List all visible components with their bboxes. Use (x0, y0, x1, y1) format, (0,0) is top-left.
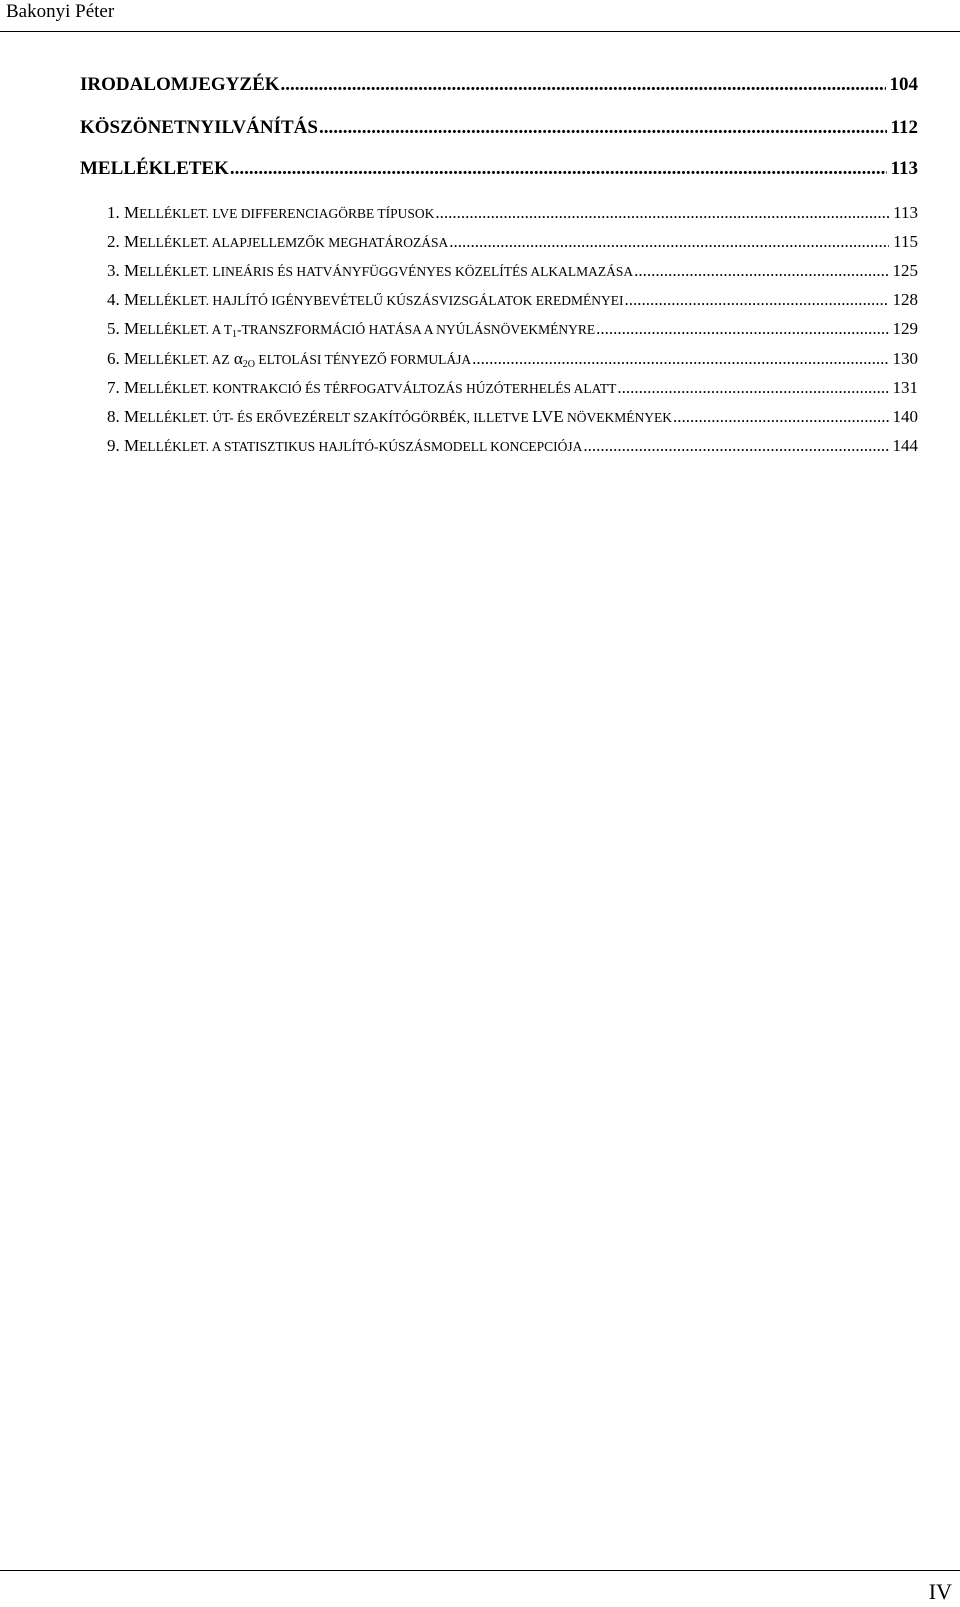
appendix-title: -TRANSZFORMÁCIÓ HATÁSA A NYÚLÁSNÖVEKMÉNYRE (236, 322, 596, 337)
appendix-title: INEÁRIS ÉS HATVÁNYFÜGGVÉNYES KÖZELÍTÉS ALKALMAZÁSA (220, 264, 634, 279)
header-rule (0, 31, 960, 32)
appendix-number: 5. M (107, 319, 140, 338)
toc-leader-dots (673, 406, 889, 428)
appendix-title: DIFFERENCIAGÖRBE TÍPUSOK (240, 206, 435, 221)
toc-entry-appendix-1[interactable] (80, 202, 918, 225)
toc-leader-dots (449, 231, 889, 253)
appendix-head: ELLÉKLET. A T (139, 322, 232, 337)
toc-entry-appendix-4[interactable] (80, 289, 918, 312)
toc-entry-acknowledgements[interactable] (80, 117, 918, 139)
appendix-head: ELLÉKLET. H (139, 293, 223, 308)
appendix-head: ELLÉKLET. A (139, 439, 224, 454)
toc-entry-label (107, 231, 448, 254)
toc-entry-bibliography[interactable] (80, 74, 918, 96)
toc-entry-appendix-8[interactable] (80, 406, 918, 429)
appendix-title: Z (221, 352, 230, 367)
appendix-subscript: 2O (242, 359, 256, 370)
toc-leader-dots (583, 435, 888, 457)
appendix-title: ONTRAKCIÓ ÉS TÉRFOGATVÁLTOZÁS HÚZÓTERHELÉS ALATT (222, 381, 617, 396)
toc-leader-dots (634, 260, 888, 282)
appendix-number: 7. M (107, 378, 140, 397)
toc-entry-page: 104 (889, 74, 918, 95)
toc-entry-appendix-7[interactable] (80, 377, 918, 400)
appendix-head: ELLÉKLET. LVE (139, 206, 241, 221)
toc-leader-dots (281, 74, 886, 96)
toc-entry-label (107, 348, 471, 371)
toc-entry-appendix-9[interactable] (80, 435, 918, 458)
toc-leader-dots (472, 348, 888, 370)
toc-entry-page: 129 (892, 319, 918, 338)
toc-leader-dots (319, 117, 887, 139)
toc-entry-page: 112 (890, 117, 918, 138)
toc-entry-label (107, 260, 633, 283)
toc-entry-page: 113 (890, 158, 918, 179)
appendix-head: ELLÉKLET. A (139, 352, 222, 367)
appendix-number: 4. M (107, 290, 140, 309)
appendix-title: T- ÉS ERŐVEZÉRELT SZAKÍTÓGÖRBÉK, ILLETVE (222, 410, 533, 425)
appendix-title-cont: NÖVEKMÉNYEK (563, 410, 672, 425)
toc-entry-page: 140 (892, 407, 918, 426)
footer-page-number: IV (928, 1579, 952, 1604)
toc-entry-page: 130 (892, 349, 918, 368)
toc-entry-appendix-2[interactable] (80, 231, 918, 254)
toc-entry-appendices[interactable] (80, 158, 918, 180)
toc-entry-page: 113 (893, 203, 918, 222)
toc-entry-page: 115 (893, 232, 918, 251)
toc-entry-page: 128 (892, 290, 918, 309)
appendix-head: ELLÉKLET. Ú (139, 410, 223, 425)
toc-leader-dots (435, 202, 889, 224)
appendix-number: 9. M (107, 436, 140, 455)
toc-entry-label (107, 318, 595, 341)
toc-leader-dots (617, 377, 888, 399)
appendix-title: STATISZTIKUS HAJLÍTÓ-KÚSZÁSMODELL KONCEPCIÓJA (223, 439, 583, 454)
appendix-head: ELLÉKLET. L (139, 264, 221, 279)
appendix-title-cont: ELTOLÁSI TÉNYEZŐ FORMULÁJA (255, 352, 472, 367)
appendix-number: 1. M (107, 203, 140, 222)
toc-leader-dots (596, 318, 888, 340)
toc-entry-label (107, 377, 616, 400)
toc-leader-dots (230, 158, 887, 180)
appendix-title: AJLÍTÓ IGÉNYBEVÉTELŰ KÚSZÁSVIZSGÁLATOK EREDMÉNYEI (222, 293, 624, 308)
toc-entry-label: KÖSZÖNETNYILVÁNÍTÁS (80, 117, 318, 138)
alpha-symbol: α (233, 349, 243, 368)
toc-entry-label (107, 202, 434, 225)
toc-entry-label (107, 289, 623, 312)
toc-entry-label: MELLÉKLETEK (80, 158, 229, 179)
toc-entry-label: IRODALOMJEGYZÉK (80, 74, 280, 95)
appendix-number: 3. M (107, 261, 140, 280)
toc-entry-label (107, 435, 582, 458)
header-author: Bakonyi Péter (6, 1, 115, 22)
toc-entry-appendix-6[interactable] (80, 348, 918, 371)
appendix-head: ELLÉKLET. A (139, 235, 222, 250)
appendix-title: LAPJELLEMZŐK MEGHATÁROZÁSA (221, 235, 449, 250)
appendix-lve: LVE (532, 407, 564, 426)
toc-entry-label (107, 406, 672, 429)
toc-entry-appendix-5[interactable] (80, 318, 918, 341)
footer-rule (0, 1570, 960, 1571)
toc-leader-dots (624, 289, 888, 311)
appendix-number: 6. M (107, 349, 140, 368)
toc-entry-page: 131 (892, 378, 918, 397)
appendix-number: 2. M (107, 232, 140, 251)
appendix-subscript: 1 (231, 329, 237, 340)
appendix-number: 8. M (107, 407, 140, 426)
toc-entry-page: 144 (892, 436, 918, 455)
appendix-head: ELLÉKLET. K (139, 381, 223, 396)
toc-entry-page: 125 (892, 261, 918, 280)
toc-entry-appendix-3[interactable] (80, 260, 918, 283)
